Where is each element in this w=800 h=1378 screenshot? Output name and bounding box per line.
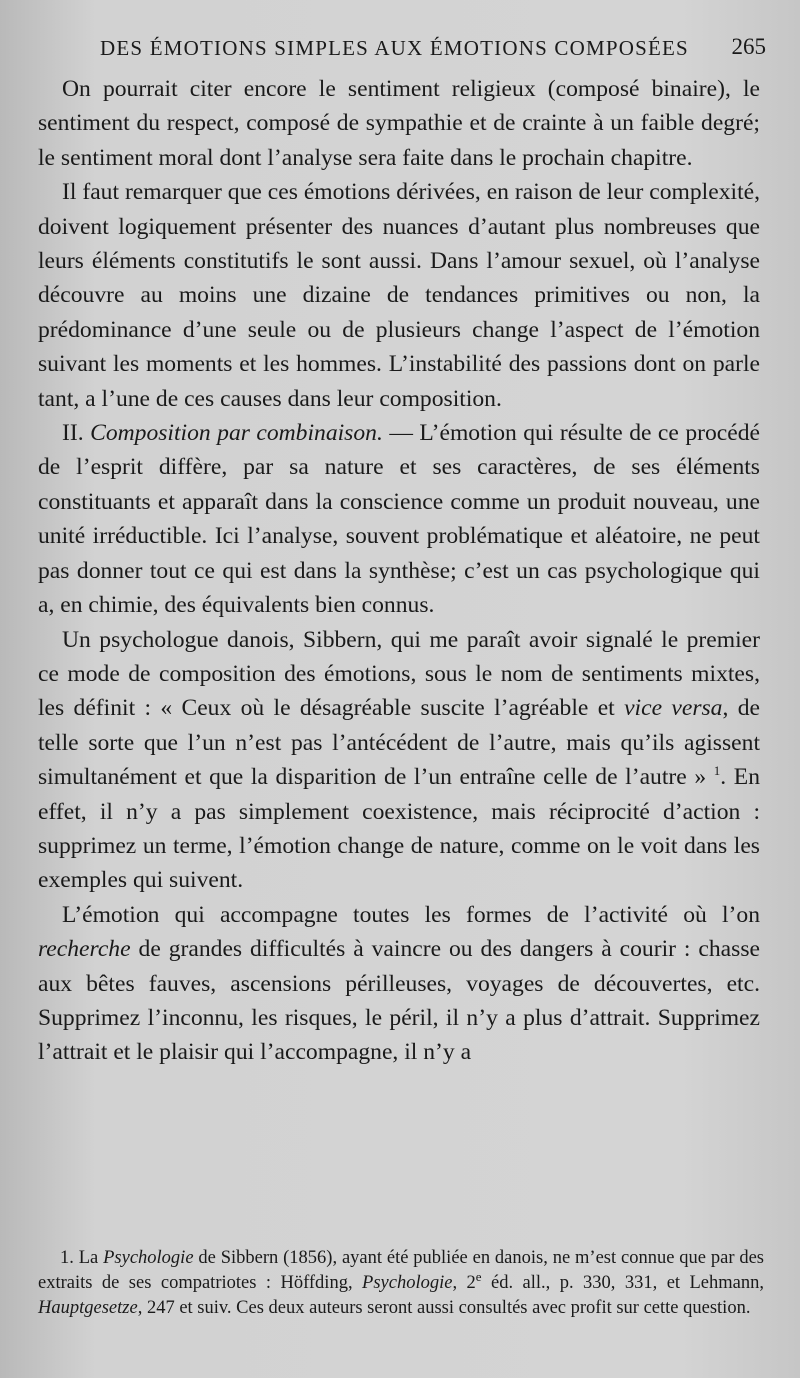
- body-text: [38, 72, 760, 1070]
- footnote-text-d: éd. all., p. 330, 331, et Lehmann,: [481, 1272, 764, 1293]
- paragraph-5: [38, 898, 760, 1070]
- running-title: DES ÉMOTIONS SIMPLES AUX ÉMOTIONS COMPOSÉES: [100, 36, 689, 60]
- paragraph-4-text-c: . En effet, il n’y a pas simplement coexistence, mais réciprocité d’action : supprimez un terme, l’émotion change de nature, comme on le voit dans les exemples qui suivent.: [38, 764, 760, 894]
- paragraph-3: [38, 416, 760, 622]
- footnote: [38, 1246, 764, 1320]
- footnote-number: 1.: [60, 1248, 79, 1268]
- paragraph-4-text-a: Un psychologue danois, Sibbern, qui me paraît avoir signalé le premier ce mode de composition des émotions, sous le nom de sentiments mixtes, les définit : « Ceux où le désagréable suscite l’agréable et: [38, 626, 760, 722]
- section-title: Composition par combinaison.: [90, 420, 383, 447]
- footnote-italic-2: Psychologie: [362, 1272, 453, 1293]
- footnote-italic-1: Psychologie: [103, 1248, 194, 1268]
- paragraph-1: On pourrait citer encore le sentiment religieux (composé binaire), le sentiment du respect, composé de sympathie et de crainte à un faible degré; le sentiment moral dont l’analyse sera faite dans le prochain chapitre.: [38, 76, 760, 171]
- page-header: [100, 32, 766, 66]
- page-number: 265: [731, 34, 766, 59]
- footnote-italic-3: Hauptgesetze: [38, 1297, 138, 1318]
- footnote-superscript: e: [475, 1268, 482, 1284]
- paragraph-2: Il faut remarquer que ces émotions dérivées, en raison de leur complexité, doivent logiquement présenter des nuances d’autant plus nombreuses que leurs éléments constitutifs le sont aussi. Dans l’amour sexuel, où l’analyse découvre au moins une dizaine de tendances primitives ou non, la prédominance d’une seule ou de plusieurs change l’aspect de l’émotion suivant les moments et les hommes. L’instabilité des passions dont on parle tant, a l’une de ces causes dans leur composition.: [38, 179, 760, 412]
- paragraph-4-italic: vice versa: [624, 695, 723, 722]
- paragraph-3-text: — L’émotion qui résulte de ce procédé de l’esprit diffère, par sa nature et ses caractères, de ses éléments constituants et apparaît dans la conscience comme un produit nouveau, une unité irréductible. Ici l’analyse, souvent problématique et aléatoire, ne peut pas donner tout ce qui est dans la synthèse; c’est un cas psychologique qui a, en chimie, des équivalents bien connus.: [38, 420, 760, 619]
- paragraph-4: [38, 623, 760, 898]
- footnote-text-a: La: [78, 1248, 104, 1268]
- footnote-reference: 1: [713, 763, 721, 779]
- paragraph-5-text-b: de grandes difficultés à vaincre ou des dangers à courir : chasse aux bêtes fauves, ascensions périlleuses, voyages de découvertes, etc. Supprimez l’inconnu, les risques, le péril, il n’y a plus d’attrait. Supprimez l’attrait et le plaisir qui l’accompagne, il n’y a: [38, 936, 760, 1066]
- paragraph-4-text-b: , de telle sorte que l’un n’est pas l’antécédent de l’autre, mais qu’ils agissent simultanément et que la disparition de l’un entraîne celle de l’autre »: [38, 695, 760, 791]
- section-number: II.: [62, 420, 91, 447]
- paragraph-5-text-a: L’émotion qui accompagne toutes les formes de l’activité où l’on: [62, 901, 760, 928]
- footnote-text-b: de Sibbern (1856), ayant été publiée en danois, ne m’est connue que par des extraits de ses compatriotes : Höffding,: [38, 1248, 765, 1293]
- paragraph-5-italic: recherche: [38, 936, 131, 963]
- footnote-text-c: , 2: [452, 1272, 476, 1293]
- footnote-text-e: , 247 et suiv. Ces deux auteurs seront aussi consultés avec profit sur cette question.: [137, 1297, 751, 1318]
